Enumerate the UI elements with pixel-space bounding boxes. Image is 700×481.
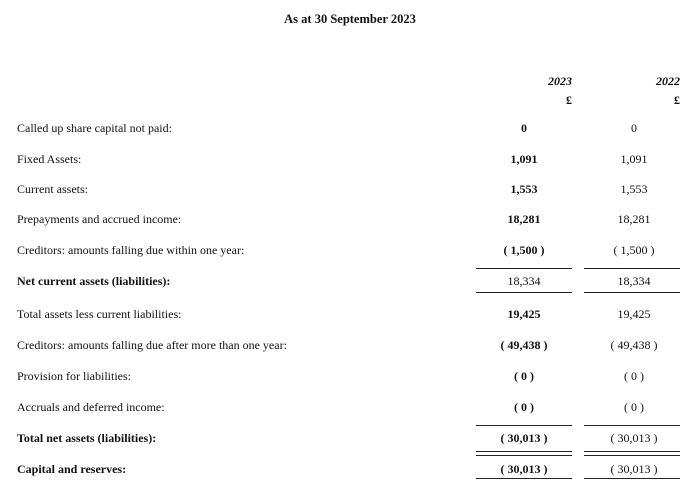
row-provision-for-liabilities — [0, 368, 700, 388]
total-rule — [476, 425, 572, 426]
value-2023: 19,425 — [507, 307, 541, 321]
row-label: Total assets less current liabilities: — [17, 307, 182, 321]
row-net-current-assets — [0, 273, 700, 293]
value-2023: 0 — [521, 121, 527, 135]
row-fixed-assets — [0, 151, 700, 171]
value-2023: 18,334 — [507, 274, 541, 288]
subtotal-rule — [476, 292, 572, 293]
row-prepayments — [0, 211, 700, 231]
row-creditors-after-one-year — [0, 337, 700, 357]
value-2023: ( 30,013 ) — [500, 431, 548, 445]
row-label: Capital and reserves: — [17, 462, 127, 476]
row-label: Net current assets (liabilities): — [17, 274, 171, 288]
total-rule — [476, 455, 572, 456]
value-2023: ( 1,500 ) — [503, 243, 545, 257]
value-2023: ( 0 ) — [514, 369, 534, 383]
row-share-capital-not-paid — [0, 120, 700, 140]
value-2022: 0 — [631, 121, 637, 135]
value-2022: ( 30,013 ) — [610, 431, 658, 445]
row-creditors-within-one-year — [0, 242, 700, 262]
row-total-net-assets — [0, 430, 700, 450]
value-2022: ( 30,013 ) — [610, 462, 658, 476]
column-unit-2023: £ — [566, 93, 572, 107]
row-accruals-deferred-income — [0, 399, 700, 419]
column-header-2023: 2023 — [548, 74, 572, 88]
total-rule — [476, 451, 572, 452]
row-label: Fixed Assets: — [17, 152, 82, 166]
row-label: Accruals and deferred income: — [17, 400, 165, 414]
value-2022: ( 49,438 ) — [610, 338, 658, 352]
total-rule — [476, 478, 572, 479]
row-label: Current assets: — [17, 182, 88, 196]
subtotal-rule — [584, 292, 680, 293]
subtotal-rule — [476, 268, 572, 269]
value-2023: 18,281 — [507, 212, 541, 226]
total-rule — [584, 425, 680, 426]
value-2023: ( 0 ) — [514, 400, 534, 414]
total-rule — [584, 478, 680, 479]
column-unit-2022: £ — [674, 93, 680, 107]
value-2022: 18,281 — [617, 212, 651, 226]
value-2022: ( 0 ) — [624, 369, 644, 383]
value-2022: 18,334 — [617, 274, 651, 288]
value-2023: ( 30,013 ) — [500, 462, 548, 476]
value-2023: 1,553 — [510, 182, 538, 196]
row-label: Creditors: amounts falling due within one year: — [17, 243, 245, 257]
column-header-2022: 2022 — [656, 74, 680, 88]
value-2022: 1,091 — [620, 152, 648, 166]
row-total-assets-less-current-liabilities — [0, 306, 700, 326]
value-2022: ( 0 ) — [624, 400, 644, 414]
row-label: Total net assets (liabilities): — [17, 431, 157, 445]
row-label: Provision for liabilities: — [17, 369, 131, 383]
row-label: Creditors: amounts falling due after more than one year: — [17, 338, 287, 352]
value-2022: ( 1,500 ) — [613, 243, 655, 257]
row-label: Prepayments and accrued income: — [17, 212, 182, 226]
value-2023: ( 49,438 ) — [500, 338, 548, 352]
subtotal-rule — [584, 268, 680, 269]
total-rule — [584, 451, 680, 452]
value-2022: 19,425 — [617, 307, 651, 321]
value-2022: 1,553 — [620, 182, 648, 196]
total-rule — [584, 455, 680, 456]
row-label: Called up share capital not paid: — [17, 121, 172, 135]
value-2023: 1,091 — [510, 152, 538, 166]
statement-title: As at 30 September 2023 — [284, 12, 416, 26]
row-current-assets — [0, 181, 700, 201]
